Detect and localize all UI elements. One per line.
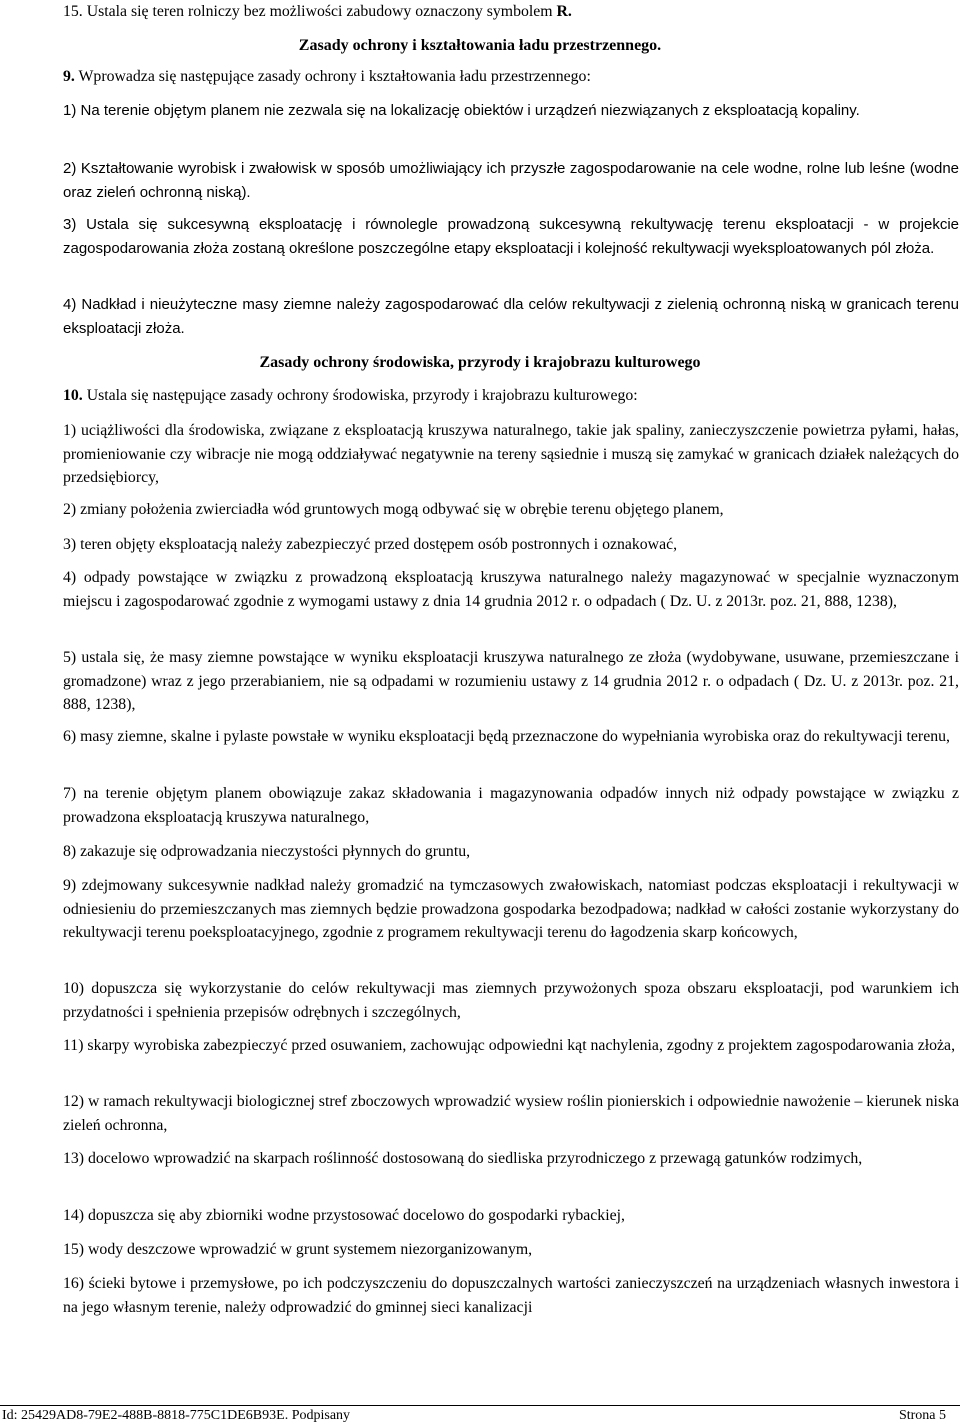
s9-point-1: 1) Na terenie objętym planem nie zezwala się na lokalizację obiektów i urządzeń niezwiązanych z eksploatacją kopaliny.	[63, 102, 860, 119]
s10-point-14: 14) dopuszcza się aby zbiorniki wodne przystosować docelowo do gospodarki rybackiej,	[63, 1207, 625, 1224]
item-9-text: Wprowadza się następujące zasady ochrony i kształtowania ładu przestrzennego:	[74, 68, 591, 85]
item-10-text: Ustala się następujące zasady ochrony środowiska, przyrody i krajobrazu kulturowego:	[82, 387, 638, 404]
s9-point-2: 2) Kształtowanie wyrobisk i zwałowisk w sposób umożliwiający ich przyszłe zagospodarowanie na cele wodne, rolne lub leśne (wodne oraz zieleń ochronną niską).	[63, 160, 959, 201]
s10-point-11: 11) skarpy wyrobiska zabezpieczyć przed osuwaniem, zachowując odpowiedni kąt nachylenia, zgodny z projektem zagospodarowania złoża,	[63, 1037, 956, 1054]
s9-point-4: 4) Nadkład i nieużyteczne masy ziemne należy zagospodarować dla celów rekultywacji z zielenią ochronną niską w granicach terenu eksploatacji złoża.	[63, 296, 959, 337]
heading-spatial-order: Zasady ochrony i kształtowania ładu przestrzennego.	[298, 37, 662, 54]
s10-point-7: 7) na terenie objętym planem obowiązuje zakaz składowania i magazynowania odpadów innych niż odpady powstające w związku z prowadzona eksploatacją kruszywa naturalnego,	[63, 785, 959, 826]
s10-point-10: 10) dopuszcza się wykorzystanie do celów rekultywacji mas ziemnych przywożonych spoza obszaru eksploatacji, pod warunkiem ich przydatności i spełnienia przepisów odrębnych i szczególnych,	[63, 980, 959, 1021]
s10-point-6: 6) masy ziemne, skalne i pylaste powstałe w wyniku eksploatacji będą przeznaczone do wypełniania wyrobiska oraz do rekultywacji terenu,	[63, 728, 950, 745]
s9-point-3: 3) Ustala się sukcesywną eksploatację i równolegle prowadzoną sukcesywną rekultywację terenu eksploatacji - w projekcie zagospodarowania złoża zostaną określone poszczególne etapy eksploatacji i kolejność rekultywacji wyeksploatowanych pól złoża.	[63, 216, 959, 257]
s10-point-5: 5) ustala się, że masy ziemne powstające w wyniku eksploatacji kruszywa naturalnego ze złoża (wydobywane, usuwane, przemieszczane i gromadzone) wraz z jego przerabianiem, nie są odpadami w rozumieniu ustawy z 14 grudnia 2012 r. o odpadach ( Dz. U. z 2013r. poz. 21, 888, 1238),	[63, 649, 959, 713]
item-10-number: 10.	[63, 387, 83, 404]
footer-document-id: Id: 25429AD8-79E2-488B-8818-775C1DE6B93E. Podpisany	[2, 1408, 351, 1423]
s10-point-4: 4) odpady powstające w związku z prowadzoną eksploatacją kruszywa naturalnego należy magazynować w specjalnie wyznaczonym miejscu i zagospodarować zgodnie z wymogami ustawy z dnia 14 grudnia 2012 r. o odpadach ( Dz. U. z 2013r. poz. 21, 888, 1238),	[63, 569, 959, 610]
item-15	[63, 0, 959, 24]
item-10-intro	[63, 384, 959, 408]
s10-point-16: 16) ścieki bytowe i przemysłowe, po ich podczyszczeniu do dopuszczalnych wartości zanieczyszczeń na urządzeniach własnych inwestora i na jego własnym terenie, należy odprowadzić do gminnej sieci kanalizacji	[63, 1275, 959, 1316]
s10-point-8: 8) zakazuje się odprowadzania nieczystości płynnych do gruntu,	[63, 843, 471, 860]
s10-point-13: 13) docelowo wprowadzić na skarpach roślinność dostosowaną do siedliska przyrodniczego z przewagą gatunków rodzimych,	[63, 1150, 863, 1167]
s10-point-9: 9) zdejmowany sukcesywnie nadkład należy gromadzić na tymczasowych zwałowiskach, natomiast podczas eksploatacji i rekultywacji w odniesieniu do przemieszczanych mas ziemnych będzie prowadzona gospodarka bezodpadowa; nadkład w całości zostanie wykorzystany do rekultywacji terenu poeksploatacyjnego, zgodnie z programem rekultywacji terenu do łagodzenia skarp końcowych,	[63, 877, 959, 941]
s10-point-2: 2) zmiany położenia zwierciadła wód gruntowych mogą odbywać się w obrębie terenu objętego planem,	[63, 501, 724, 518]
s10-point-1: 1) uciążliwości dla środowiska, związane z eksploatacją kruszywa naturalnego, takie jak spaliny, zanieczyszczenie powietrza pyłami, hałas, promieniowanie czy wibracje nie mogą oddziaływać negatywnie na tereny sąsiednie i muszą się zamykać w granicach działek należących do przedsiębiorcy,	[63, 422, 959, 486]
s10-point-3: 3) teren objęty eksploatacją należy zabezpieczyć przed dostępem osób postronnych i oznakować,	[63, 536, 678, 553]
item-15-symbol: R.	[556, 3, 572, 20]
item-9-intro	[63, 65, 959, 89]
heading-environment: Zasady ochrony środowiska, przyrody i krajobrazu kulturowego	[259, 354, 701, 371]
item-9-number: 9.	[63, 68, 75, 85]
footer-page-number: Strona 5	[898, 1408, 946, 1423]
item-15-text: 15. Ustala się teren rolniczy bez możliwości zabudowy oznaczony symbolem	[63, 3, 557, 20]
s10-point-15: 15) wody deszczowe wprowadzić w grunt systemem niezorganizowanym,	[63, 1241, 533, 1258]
footer-divider	[0, 1405, 960, 1406]
s10-point-12: 12) w ramach rekultywacji biologicznej stref zboczowych wprowadzić wysiew roślin pionierskich i odpowiednie nawożenie – kierunek niska zieleń ochronna,	[63, 1093, 959, 1134]
